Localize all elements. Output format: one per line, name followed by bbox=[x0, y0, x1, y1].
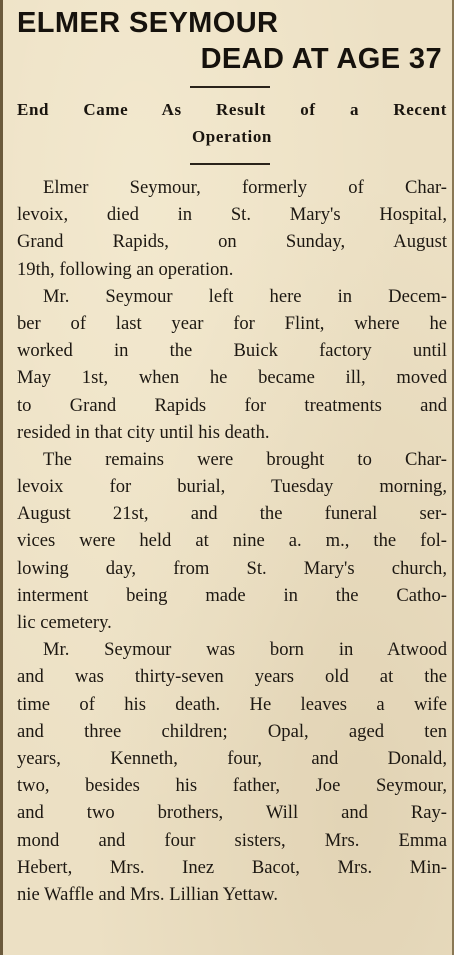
body-line: mond and four sisters, Mrs. Emma bbox=[17, 829, 447, 851]
subhead-line-2: Operation bbox=[191, 127, 272, 146]
article-body bbox=[17, 174, 447, 908]
body-line: The remains were brought to Char- bbox=[43, 448, 447, 470]
body-line: nie Waffle and Mrs. Lillian Yettaw. bbox=[17, 883, 279, 905]
body-line: Mr. Seymour was born in Atwood bbox=[43, 639, 447, 661]
body-line: resided in that city until his death. bbox=[17, 421, 270, 443]
body-line: and two brothers, Will and Ray- bbox=[17, 802, 447, 824]
body-line: lic cemetery. bbox=[17, 612, 112, 633]
body-line: May 1st, when he became ill, moved bbox=[17, 367, 447, 389]
body-line: to Grand Rapids for treatments and bbox=[17, 394, 447, 416]
body-line: and was thirty-seven years old at the bbox=[17, 666, 447, 688]
subhead-line-1: End Came As Result of a Recent bbox=[17, 100, 447, 119]
body-line: and three children; Opal, aged ten bbox=[17, 720, 447, 742]
headline-line-2: DEAD AT AGE 37 bbox=[200, 43, 442, 75]
body-line: 19th, following an operation. bbox=[17, 258, 234, 280]
body-line: worked in the Buick factory until bbox=[17, 340, 447, 362]
body-line: lowing day, from St. Mary's church, bbox=[17, 557, 447, 579]
divider-rule-bottom bbox=[190, 163, 270, 165]
body-line: ber of last year for Flint, where he bbox=[17, 312, 447, 334]
body-line: Hebert, Mrs. Inez Bacot, Mrs. Min- bbox=[17, 856, 447, 878]
body-line: years, Kenneth, four, and Donald, bbox=[17, 747, 447, 769]
body-line: vices were held at nine a. m., the fol- bbox=[17, 530, 447, 552]
body-line: two, besides his father, Joe Seymour, bbox=[17, 775, 447, 797]
headline-line-1: ELMER SEYMOUR bbox=[17, 7, 279, 39]
body-line: Elmer Seymour, formerly of Char- bbox=[43, 177, 447, 198]
divider-rule-top bbox=[190, 86, 270, 88]
body-line: levoix, died in St. Mary's Hospital, bbox=[17, 204, 447, 226]
body-line: Mr. Seymour left here in Decem- bbox=[43, 285, 447, 307]
body-line: levoix for burial, Tuesday morning, bbox=[17, 476, 447, 498]
body-line: Grand Rapids, on Sunday, August bbox=[17, 231, 447, 253]
body-line: interment being made in the Catho- bbox=[17, 584, 447, 606]
body-line: time of his death. He leaves a wife bbox=[17, 693, 447, 715]
body-line: August 21st, and the funeral ser- bbox=[17, 503, 447, 525]
